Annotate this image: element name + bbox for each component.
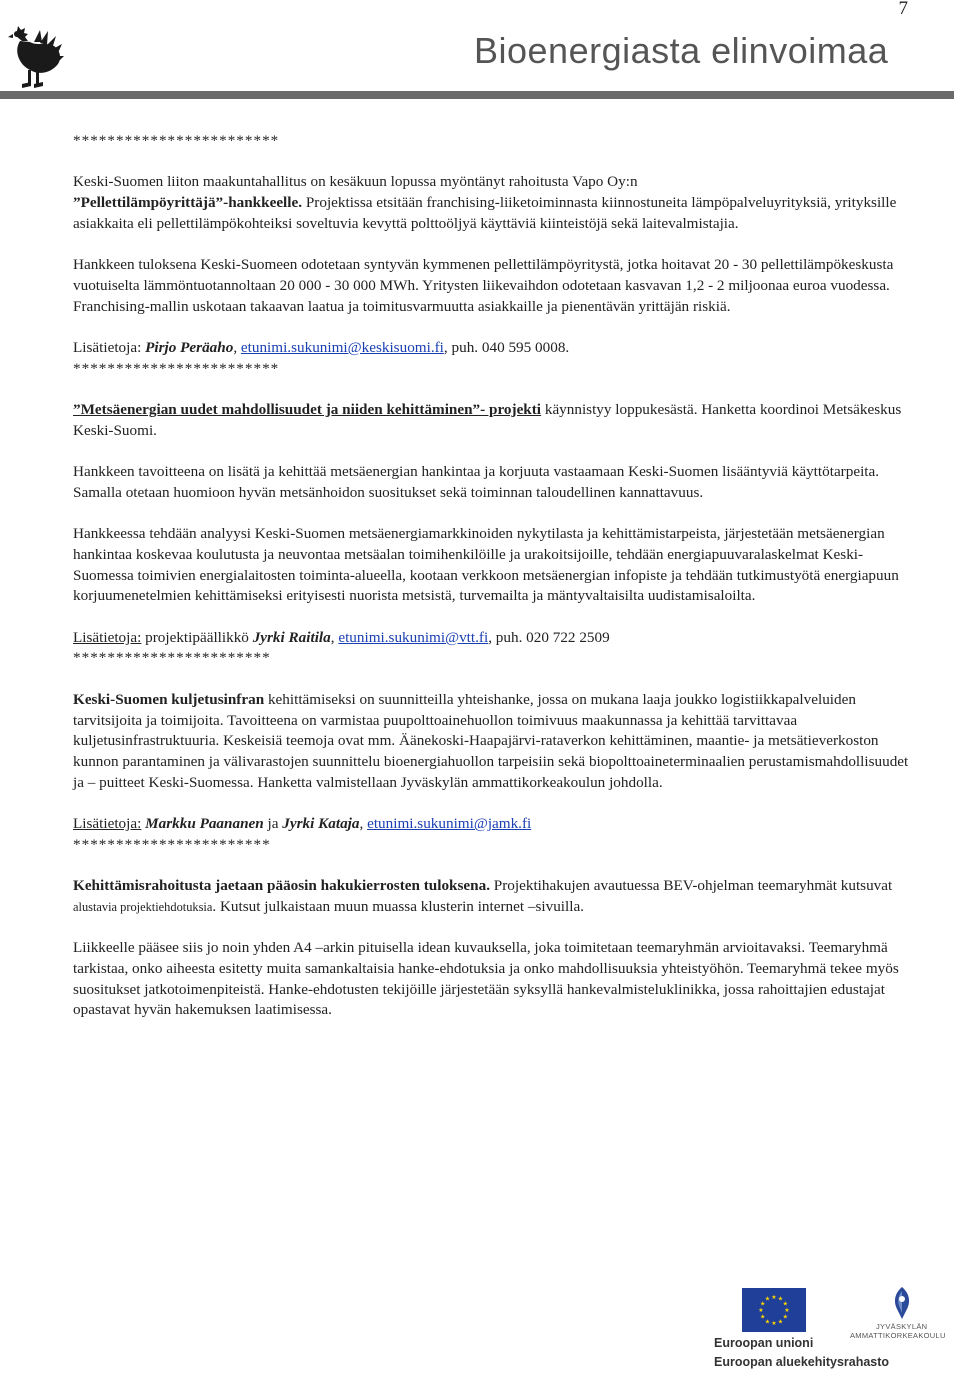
eu-star: ★ xyxy=(764,1295,771,1303)
paragraph-kehittamisrahoitus xyxy=(73,876,913,917)
jamk-subtitle: AMMATTIKORKEAKOULU xyxy=(850,1331,946,1340)
paragraph-text: kehittämiseksi on suunnitteilla yhteishanke, jossa on mukana laaja joukko logistiikkapalveluiden tarvitsijoita ja toimijoita. Tavoitteena on varmistaa puupolttoainehuollon toimivuus maakunnassa ja kehittää tarvittavaa kuljetusinfrastruktuuria. Keskeisiä teemoja ovat mm. Äänekoski-Haapajärvi-rataverkon kehittäminen, maantie- ja metsätieverkoston kunnon parantaminen ja välivarastojen suunnittelu bioenergiahuollon tarpeisiin sekä biopolttoaineterminaalien perustamismahdollisuudet ja – puitteet Keski-Suomessa. Hanketta valmistellaan Jyväskylän ammattikorkeakoulun johdolla. xyxy=(73,690,909,791)
email-link[interactable]: etunimi.sukunimi@jamk.fi xyxy=(367,815,532,833)
paragraph-text: Keski-Suomen liiton maakuntahallitus on kesäkuun lopussa myöntänyt rahoitusta Vapo Oy:n xyxy=(73,173,638,191)
paragraph-text-small: alustavia projektiehdotuksia xyxy=(73,899,213,914)
paragraph-analyysi: Hankkeessa tehdään analyysi Keski-Suomen metsäenergiamarkkinoiden nykytilasta ja kehittämistarpeista, järjestetään metsäenergian hankintaa koskevaa koulutusta ja neuvontaa metsäalan toimihenkilöille ja urakoitsijoille, tehdään energiapuuvaralaskelmat Keski-Suomessa toimivien energialaitosten toiminta-alueella, kootaan verkkoon metsäenergian infopiste ja tehdään tutkimustyötä energiapuun korjuumenetelmien kehittämiseksi erityisesti nuorista metsistä, turvemailta ja mäntyvaltaisilta uudistamisaloilta. xyxy=(73,525,899,605)
eu-star: ★ xyxy=(760,1300,766,1308)
contact-line-raitila xyxy=(73,628,913,649)
paragraph-hankkeen-tuloksena: Hankkeen tuloksena Keski-Suomeen odotetaan syntyvän kymmenen pellettilämpöyritystä, jotka hoitavat 20 - 30 pellettilämpökeskusta vuotuiselta lämmöntuotannoltaan 20 000 - 30 000 MWh. Yritysten liikevaihdon odotetaan kasvavan 1,2 - 2 miljoonaa euroa vuodessa. Franchising-mallin uskotaan takaavan laatua ja toimitusvarmuutta asiakkaille ja pienentävän yrittäjän riskiä. xyxy=(73,256,894,315)
paragraph-liikkeelle: Liikkeelle pääsee siis jo noin yhden A4 –arkin pituisella idean kuvauksella, joka toimitetaan teemaryhmän arvioitavaksi. Teemaryhmä tarkistaa, onko aiheesta esitetty muita samankaltaisia hanke-ehdotuksia ja onko mahdollisuuksia yhteistyöhön. Teemaryhmä tekee myös suositukset jatkotoimenpiteistä. Hanke-ehdotusten tekijöille järjestetään syksyllä hankevalmisteluklinikka, jossa rahoittajien edustajat opastavat hyvän hakemuksen laatimisessa. xyxy=(73,939,899,1019)
paragraph-text: Projektihakujen avautuessa BEV-ohjelman teemaryhmät kutsuvat xyxy=(490,877,893,895)
contact-name: Markku Paananen xyxy=(145,815,264,833)
project-name: ”Pellettilämpöyrittäjä”-hankkeelle. xyxy=(73,194,303,212)
contact-conjunction: ja xyxy=(263,815,283,833)
eu-star: ★ xyxy=(758,1307,764,1314)
contact-label: Lisätietoja: xyxy=(73,628,142,646)
email-link[interactable]: etunimi.sukunimi@keskisuomi.fi xyxy=(240,338,444,356)
document-body xyxy=(73,131,913,1042)
contact-role: projektipäällikkö xyxy=(141,628,253,646)
paragraph-text: Projektissa etsitään franchising-liiketoiminnasta kiinnostuneita lämpöpalveluyrityksiä, yrityksille asiakkaita eli pellettilämpökohteiksi soveltuvia kevyttä polttoöljyä käyttäviä kiinteistöjä sekä laitevalmistajia. xyxy=(73,194,897,232)
separator: ************************ xyxy=(73,132,280,149)
eu-star: ★ xyxy=(764,1318,771,1326)
contact-separator: , xyxy=(330,628,339,646)
paragraph-text: . Kutsut julkaistaan muun muassa klusterin internet –sivuilla. xyxy=(212,897,584,915)
eu-star: ★ xyxy=(771,1320,777,1327)
project-name: ”Metsäenergian uudet mahdollisuudet ja niiden kehittäminen”- projekti xyxy=(73,401,542,419)
erdf-label: Euroopan aluekehitysrahasto xyxy=(714,1355,890,1369)
contact-phone: , puh. 020 722 2509 xyxy=(488,628,610,646)
paragraph-pellettilampoyrittaja xyxy=(73,172,913,234)
contact-phone: , puh. 040 595 0008. xyxy=(443,338,570,356)
contact-name: Jyrki Kataja xyxy=(282,815,360,833)
jamk-emblem-icon xyxy=(887,1285,917,1321)
contact-name: Jyrki Raitila xyxy=(252,628,331,646)
paragraph-heading: Kehittämisrahoitusta jaetaan pääosin hakukierrosten tuloksena. xyxy=(73,877,490,895)
eu-flag-icon xyxy=(742,1288,806,1332)
header-rule xyxy=(0,91,954,99)
eu-label: Euroopan unioni xyxy=(714,1336,814,1350)
eu-star: ★ xyxy=(782,1313,788,1321)
contact-label: Lisätietoja: xyxy=(73,338,146,356)
separator: *********************** xyxy=(73,649,271,667)
jamk-name: JYVÄSKYLÄN xyxy=(876,1322,928,1331)
paragraph-metsaenergia-intro xyxy=(73,400,913,441)
contact-separator: , xyxy=(359,815,368,833)
eu-star: ★ xyxy=(784,1307,790,1314)
paragraph-tavoitteena: Hankkeen tavoitteena on lisätä ja kehittää metsäenergian hankintaa ja korjuuta vastaamaan Keski-Suomen lisääntyviä käyttötarpeita. Samalla otetaan huomioon hyvän metsänhoidon suositukset sekä toiminnan taloudellinen kannattavuus. xyxy=(73,463,880,501)
separator: ************************ xyxy=(73,359,280,377)
eu-star: ★ xyxy=(782,1300,788,1308)
contact-line-paananen-kataja xyxy=(73,814,913,835)
eu-star: ★ xyxy=(777,1295,784,1303)
eu-star: ★ xyxy=(760,1313,766,1321)
separator: *********************** xyxy=(73,835,271,853)
eu-star: ★ xyxy=(771,1294,777,1301)
contact-separator: , xyxy=(233,338,241,356)
page-number: 7 xyxy=(898,0,908,19)
contact-name: Pirjo Peräaho xyxy=(145,338,234,356)
paragraph-kuljetusinfra xyxy=(73,690,913,794)
contact-label: Lisätietoja: xyxy=(73,815,142,833)
email-link[interactable]: etunimi.sukunimi@vtt.fi xyxy=(338,628,489,646)
contact-line-peraaho xyxy=(73,338,913,359)
capercaillie-bird-icon xyxy=(4,24,64,90)
paragraph-text: käynnistyy loppukesästä. Hanketta koordinoi Metsäkeskus Keski-Suomi. xyxy=(73,401,902,439)
eu-star: ★ xyxy=(777,1318,784,1326)
project-name: Keski-Suomen kuljetusinfran xyxy=(73,690,265,708)
page-title: Bioenergiasta elinvoimaa xyxy=(474,30,889,71)
